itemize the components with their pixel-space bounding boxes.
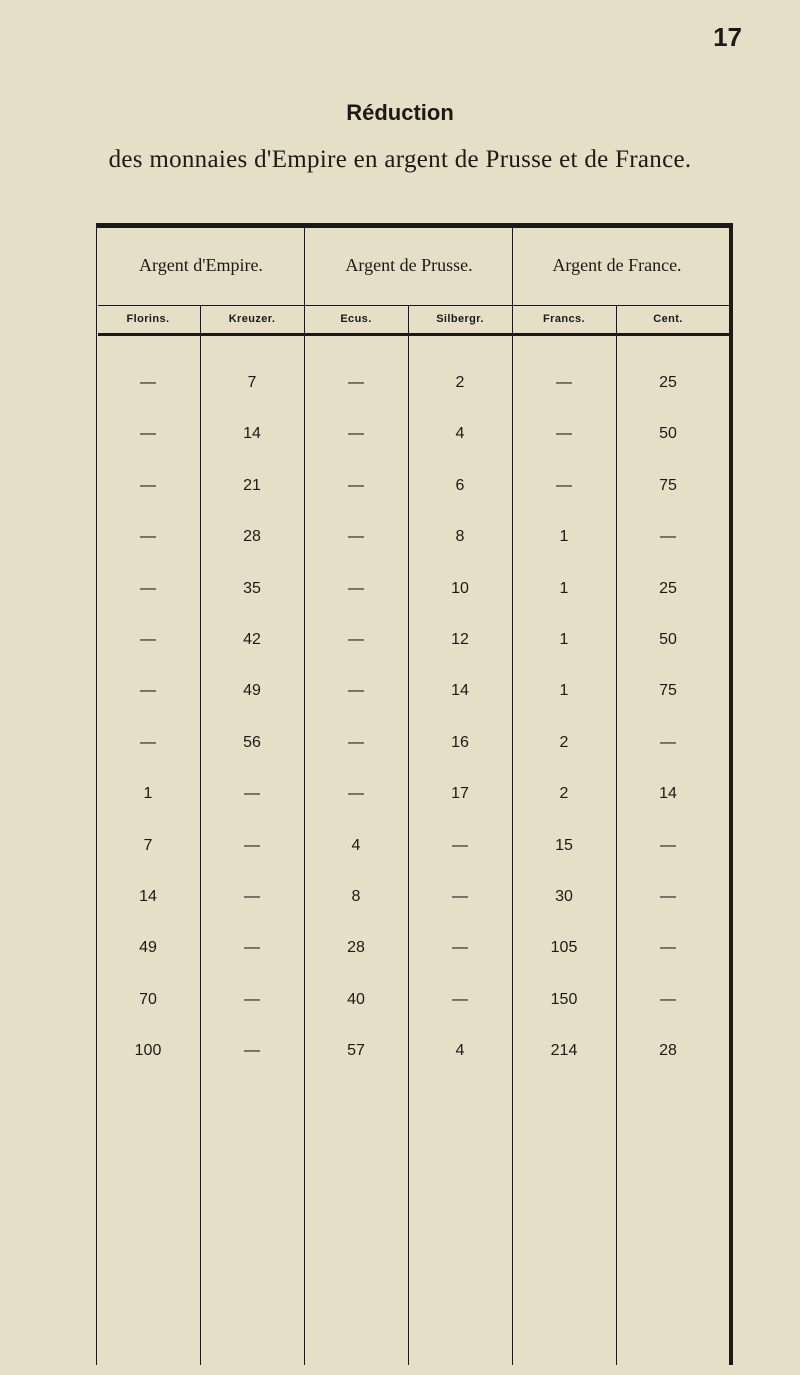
- table-cell: 49: [139, 939, 157, 957]
- column-header: Florins.: [126, 313, 170, 325]
- table-cell: —: [452, 990, 468, 1008]
- page-number: 17: [713, 22, 742, 52]
- group-header: Argent d'Empire.: [139, 255, 263, 275]
- table-cell: —: [348, 631, 364, 648]
- table-cell: —: [140, 528, 156, 546]
- table-cell: —: [556, 476, 572, 494]
- table-cell: —: [244, 990, 260, 1008]
- table-cell: —: [452, 888, 468, 905]
- page-subtitle: des monnaies d'Empire en argent de Prusse et de France.: [108, 146, 692, 173]
- table-cell: —: [556, 374, 572, 391]
- table-cell: —: [348, 374, 364, 391]
- table-cell: 100: [134, 1042, 162, 1060]
- table-cell: —: [348, 476, 364, 494]
- table-cell: 105: [550, 939, 578, 957]
- table-cell: 57: [347, 1042, 365, 1060]
- table-cell: 56: [243, 733, 261, 751]
- table-cell: 1: [143, 785, 153, 803]
- table-cell: 1: [559, 631, 569, 648]
- table-cell: —: [660, 990, 676, 1008]
- table-cell: 28: [347, 939, 365, 957]
- table-cell: 14: [659, 785, 677, 803]
- table-cell: 4: [455, 1042, 465, 1060]
- column-divider: [200, 306, 201, 1365]
- table-cell: 2: [559, 785, 569, 803]
- table-cell: 75: [659, 682, 677, 700]
- table-cell: —: [140, 631, 156, 648]
- table-cell: —: [660, 528, 676, 546]
- table-cell: 15: [555, 836, 573, 854]
- table-cell: 1: [559, 528, 569, 546]
- table-cell: —: [140, 579, 156, 597]
- group-header-rule: [98, 305, 731, 306]
- table-cell: —: [660, 733, 676, 751]
- table-cell: 50: [659, 631, 677, 648]
- table-cell: —: [660, 939, 676, 957]
- table-cell: —: [348, 579, 364, 597]
- table-cell: —: [244, 888, 260, 905]
- table-cell: —: [244, 1042, 260, 1060]
- table-cell: 10: [451, 579, 469, 597]
- table-cell: —: [244, 836, 260, 854]
- table-cell: —: [660, 836, 676, 854]
- table-cell: 70: [139, 990, 157, 1008]
- table-cell: —: [348, 733, 364, 751]
- table-cell: 30: [555, 888, 573, 905]
- table-cell: —: [660, 888, 676, 905]
- table-cell: 21: [243, 476, 261, 494]
- table-cell: 42: [243, 631, 261, 648]
- column-header: Silbergr.: [436, 313, 484, 325]
- table-cell: —: [348, 785, 364, 803]
- table-cell: 4: [455, 425, 465, 443]
- group-header: Argent de France.: [552, 255, 682, 275]
- table-cell: 2: [559, 733, 569, 751]
- table-cell: —: [348, 528, 364, 546]
- table-cell: 14: [139, 888, 157, 905]
- table-cell: 150: [550, 990, 578, 1008]
- table-cell: —: [140, 476, 156, 494]
- table-cell: 49: [243, 682, 261, 700]
- table-cell: —: [244, 785, 260, 803]
- group-header: Argent de Prusse.: [345, 255, 473, 275]
- table-cell: —: [452, 939, 468, 957]
- table-cell: 35: [243, 579, 261, 597]
- table-cell: 8: [455, 528, 465, 546]
- table-cell: —: [140, 425, 156, 443]
- table-cell: —: [556, 425, 572, 443]
- page-title: Réduction: [346, 100, 454, 125]
- table-cell: 17: [451, 785, 469, 803]
- table-cell: 75: [659, 476, 677, 494]
- table-cell: 40: [347, 990, 365, 1008]
- table-cell: 7: [247, 374, 257, 391]
- column-header: Kreuzer.: [228, 313, 276, 325]
- table-cell: 25: [659, 374, 677, 391]
- column-divider: [616, 306, 617, 1365]
- table-cell: —: [140, 374, 156, 391]
- table-cell: 28: [659, 1042, 677, 1060]
- header-rule: [98, 333, 731, 336]
- table-cell: 4: [351, 836, 361, 854]
- table-cell: —: [244, 939, 260, 957]
- table-cell: —: [452, 836, 468, 854]
- table-cell: 14: [451, 682, 469, 700]
- table-cell: 214: [550, 1042, 578, 1060]
- table-cell: —: [140, 682, 156, 700]
- table-cell: 14: [243, 425, 261, 443]
- table-cell: —: [140, 733, 156, 751]
- table-cell: 8: [351, 888, 361, 905]
- table-cell: 6: [455, 476, 465, 494]
- column-header: Cent.: [653, 313, 683, 325]
- table-cell: 25: [659, 579, 677, 597]
- table-cell: 7: [143, 836, 153, 854]
- column-header: Ecus.: [340, 313, 372, 325]
- column-divider: [408, 306, 409, 1365]
- table-cell: —: [348, 425, 364, 443]
- table-cell: 50: [659, 425, 677, 443]
- table-cell: 1: [559, 682, 569, 700]
- table-cell: —: [348, 682, 364, 700]
- table-cell: 2: [455, 374, 465, 391]
- table-cell: 12: [451, 631, 469, 648]
- table-cell: 1: [559, 579, 569, 597]
- table-cell: 16: [451, 733, 469, 751]
- column-header: Francs.: [543, 313, 585, 325]
- table-cell: 28: [243, 528, 261, 546]
